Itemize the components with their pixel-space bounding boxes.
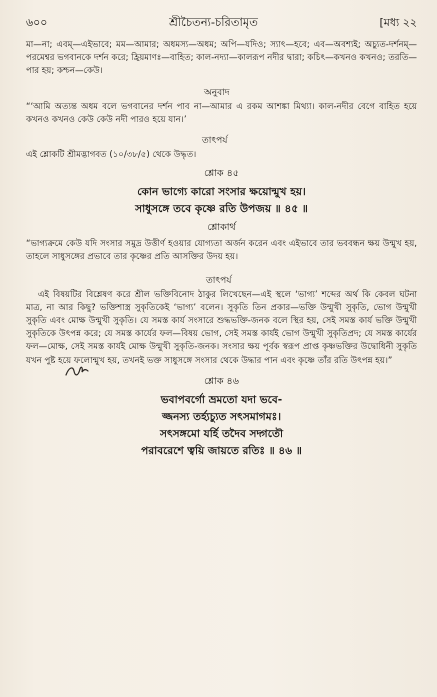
verse-46-line-1: ভবাপবর্গো ভ্রমতো যদা ভবে- (160, 393, 283, 406)
verse-45-label: শ্লোক ৪৫ (204, 168, 239, 180)
purport-heading-2: তাৎপর্য (206, 275, 232, 286)
translation-text: “‘আমি অত্যন্ত অধম বলে ভগবানের দর্শন পাব না—আমার এ রকম আশঙ্কা মিথ্যা। কাল-নদীর বেগে বাহিত হয়ে কখনও কখনও কেউ কেউ নদী পারও হয়ে যান।’ (26, 101, 417, 125)
page-header (26, 14, 417, 33)
verse-46-block (26, 392, 417, 460)
purport-text-1: এই শ্লোকটি শ্রীমদ্ভাগবত (১০/৩৮/৫) থেকে উদ্ধৃত। (26, 150, 197, 161)
purport-text-2: এই বিষয়টির বিশ্লেষণ করে শ্রীল ভক্তিবিনোদ ঠাকুর লিখেছেন—এই স্থলে ‘ভাগ্য’ শব্দের অর্থ কি কেবল ঘটনা মাত্র, না আর কিছু? ভক্তিশাস্ত্র সুকৃতিকেই ‘ভাগ্য’ বলেন। সুকৃতি তিন প্রকার—ভক্তি উন্মুখী সুকৃতি, ভোগ উন্মুখী সুকৃতি এবং মোক্ষ উন্মুখী সুকৃতি। যে সমস্ত কার্য সংসারে শুদ্ধভক্তি-জনক বলে স্থির হয়, সেই সমস্ত কার্য ভক্তি উন্মুখী সুকৃতিকে উৎপন্ন করে; যে সমস্ত কার্যের ফল—বিষয় ভোগ, সেই সমস্ত কার্যই ভোগ উন্মুখী সুকৃতিপ্রদ; যে সমস্ত কার্যের ফল—মোক্ষ, সেই সমস্ত কার্যই মোক্ষ উন্মুখী সুকৃতি-জনক। সংসার ক্ষয় পূর্বক স্বরূপ প্রাপ্ত কৃষ্ণভক্তির উদ্বোধিনী সুকৃতি যখন পুষ্ট হয়ে ফলোন্মুখ হয়, তখনই ভক্ত সাধুসঙ্গে সংসার থেকে উদ্ধার পান এবং কৃষ্ণে তাঁর রতি উৎপন্ন হয়।” (26, 289, 417, 366)
handwritten-mark-icon (64, 363, 90, 379)
purport-heading-1: তাৎপর্য (202, 136, 228, 147)
verse-46-line-3: সৎসঙ্গমো যর্হি তদৈব সদ্গতৌ (160, 427, 283, 440)
synonyms-text: মা—না; এবম্—এইভাবে; মম—আমার; অধমস্য—অধম; অপি—যদিও; স্যাৎ—হবে; এব—অবশ্যই; অচ্যুত-দর্শনম্—পরমেশ্বর ভগবানকে দর্শন করে; হ্রিয়মাণঃ—বাহিত; কাল-নদ্যা—কালরূপ নদীর দ্বারা; কচিৎ—কখনও কখনও; তরতি—পার হয়; কশ্চন—কেউ। (26, 40, 417, 77)
chapter-ref: [মধ্য ২২ (379, 16, 417, 29)
verse-45-block (26, 184, 417, 218)
book-title: শ্রীচৈতন্য-চরিতামৃত (169, 15, 258, 29)
translation-heading: অনুবাদ (204, 87, 230, 98)
verse-45-line-1: কোন ভাগ্যে কারো সংসার ক্ষয়োন্মুখ হয়। (137, 186, 306, 199)
verse-46-label: শ্লোক ৪৬ (204, 375, 239, 387)
verse-45-translation-heading: শ্লোকার্থ (207, 222, 236, 234)
verse-45-line-2: সাধুসঙ্গে তবে কৃষ্ণে রতি উপজয় ॥ ৪৫ ॥ (135, 203, 308, 216)
verse-45-translation-text: “ভাগ্যক্রমে কেউ যদি সংসার সমুদ্র উত্তীর্ণ হওয়ার যোগ্যতা অর্জন করেন এবং এইভাবে তার ভববন্ধন ক্ষয় উন্মুখ হয়, তাহলে সাধুসঙ্গের প্রভাবে তার কৃষ্ণের প্রতি আসক্তির উদয় হয়। (26, 239, 417, 263)
verse-46-line-4: পরাবরেশে ত্বয়ি জায়তে রতিঃ ॥ ৪৬ ॥ (141, 444, 302, 457)
verse-46-line-2: জ্জনস্য তর্হ্যচ্যুত সৎসমাগমঃ। (161, 410, 282, 423)
page-number: ৬০০ (26, 16, 48, 29)
